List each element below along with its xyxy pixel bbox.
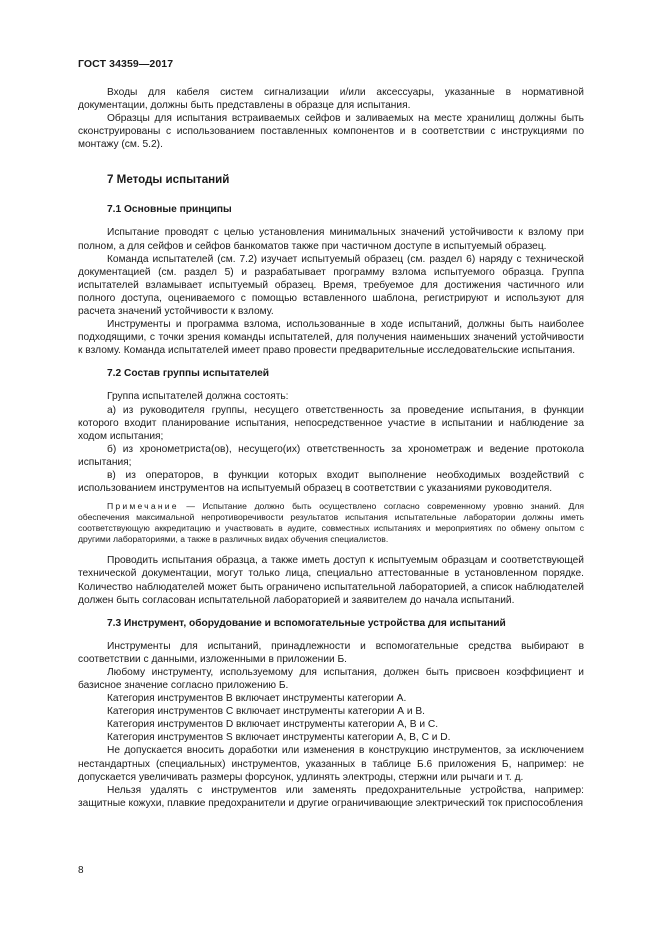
paragraph: Образцы для испытания встраиваемых сейфов и заливаемых на месте хранилищ должны быть сконструированы с использованием поставленных компонентов и в соответствии с инструкциями по монтажу (см. 5.2). (78, 113, 584, 151)
paragraph: Категория инструментов D включает инструменты категории А, В и С. (107, 719, 439, 731)
paragraph: Инструменты для испытаний, принадлежности и вспомогательные средства выбирают в соответствии с данными, изложенными в приложении Б. (78, 640, 584, 665)
subsection-heading: 7.2 Состав группы испытателей (107, 368, 270, 380)
paragraph: Проводить испытания образца, а также иметь доступ к испытуемым образцам и соответствующей технической документации, могут только лица, специально аттестованные в установленном порядке. Количество наблюдателей может быть ограничено испытательной лабораторией, а список наблюдателей должен быть согласован испытательной лабораторией и заявителем до начала испытаний. (78, 555, 584, 606)
paragraph: Категория инструментов В включает инструменты категории А. (107, 693, 407, 705)
list-item: б) из хронометриста(ов), несущего(их) ответственность за хронометраж и ведение протокола испытания; (78, 443, 584, 468)
subsection-heading: 7.1 Основные принципы (107, 204, 232, 216)
note (78, 501, 584, 544)
paragraph: Категория инструментов С включает инструменты категории А и В. (107, 706, 426, 718)
paragraph: Не допускается вносить доработки или изменения в конструкцию инструментов, за исключением нестандартных (специальных) инструментов, указанных в таблице Б.6 приложения Б, например: не допускается увеличивать размеры форсунок, удлинять электроды, стержни или рычаги и т. д. (78, 745, 584, 783)
page-number: 8 (78, 865, 84, 876)
document-body (78, 86, 584, 810)
note-lead: Примечание (107, 501, 179, 512)
list-item: в) из операторов, в функции которых входит выполнение необходимых воздействий с использованием инструментов на испытуемый образец в соответствии с указаниями руководителя. (78, 469, 584, 495)
paragraph: Команда испытателей (см. 7.2) изучает испытуемый образец (см. раздел 6) наряду с технической документацией (см. раздел 5) и разрабатывает программу взлома испытуемого образца. Группа испытателей взламывает испытуемый образец. Время, требуемое для достижения частичного или полного доступа, оцениваемого с помощью вставленного шаблона, регистрируют и используют для расчета значений устойчивости к взлому. (78, 253, 584, 318)
paragraph: Любому инструменту, используемому для испытания, должен быть присвоен коэффициент и базисное значение согласно приложению Б. (78, 666, 584, 691)
paragraph: Инструменты и программа взлома, использованные в ходе испытаний, должны быть наиболее подходящими, с точки зрения команды испытателей, для получения наименьших значений устойчивости к взлому. Команда испытателей имеет право провести предварительные исследовательские испытания. (78, 319, 584, 357)
paragraph: Нельзя удалять с инструментов или заменять предохранительные устройства, например: защитные кожухи, плавкие предохранители и другие ограничивающие электрический ток приспособления (78, 784, 584, 809)
paragraph: Группа испытателей должна состоять: (107, 391, 289, 403)
paragraph: Входы для кабеля систем сигнализации и/или аксессуары, указанные в нормативной документации, должны быть представлены в образце для испытания. (78, 87, 584, 112)
list-item: а) из руководителя группы, несущего ответственность за проведение испытания, в функции которого входит планирование испытания, непосредственное участие в испытании и наблюдение за ходом испытания; (78, 404, 584, 442)
subsection-heading: 7.3 Инструмент, оборудование и вспомогательные устройства для испытаний (107, 617, 506, 629)
document-header: ГОСТ 34359—2017 (78, 58, 174, 70)
paragraph: Испытание проводят с целью установления минимальных значений устойчивости к взлому при полном, а для сейфов и сейфов банкоматов также при частичном доступе в испытуемый образец. (78, 227, 584, 252)
section-heading: 7 Методы испытаний (107, 173, 230, 187)
note-text: — Испытание должно быть осуществлено согласно современному уровню знаний. Для обеспечения максимальной непротиворечивости результатов испытания испытательные лаборатории должны иметь соответствующую аккредитацию и участвовать в аудите, совместных испытаниях и мероприятиях по обмену опытом с другими лабораториями, а также в различных видах обучения специалистов. (78, 501, 584, 544)
paragraph: Категория инструментов S включает инструменты категории А, В, С и D. (107, 732, 451, 744)
